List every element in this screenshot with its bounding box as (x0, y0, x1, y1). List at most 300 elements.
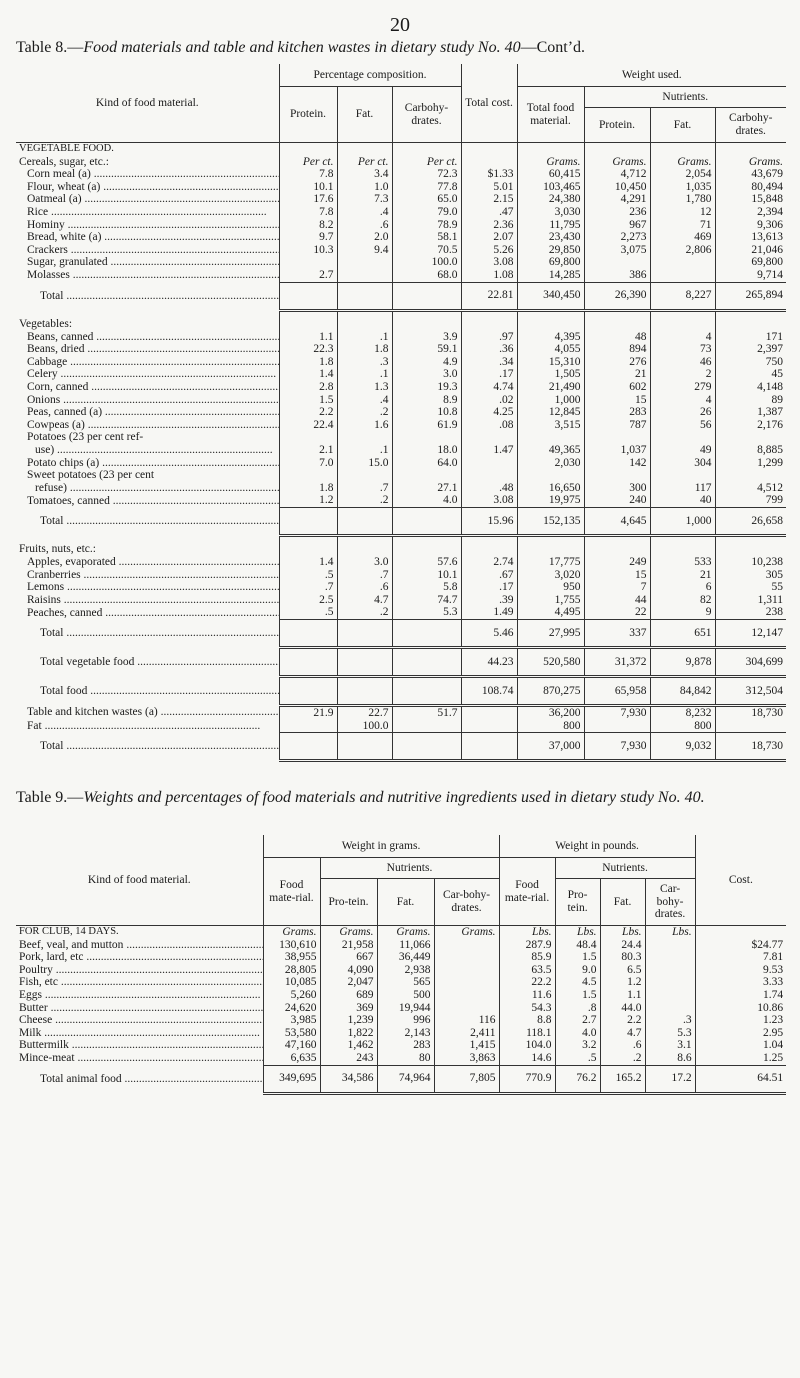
table-cell: 4,090 (320, 964, 377, 977)
table-cell: 60,415 (517, 168, 584, 181)
table-cell: 2,806 (650, 244, 715, 257)
row-label-text: FOR CLUB, 14 DAYS. (19, 926, 119, 937)
table-cell: 6 (650, 581, 715, 594)
table-cell: 7.0 (279, 457, 337, 470)
total-row (16, 677, 786, 706)
table-row (16, 581, 786, 594)
table-cell: .47 (461, 206, 517, 219)
table-cell: 1.74 (695, 989, 786, 1002)
t8-header-total-food: Total food material. (517, 87, 584, 143)
row-label-text: Total food ..... (40, 685, 279, 697)
table-cell: 4.0 (555, 1027, 600, 1040)
row-label-text: Total ..... (40, 627, 279, 639)
table-cell (279, 648, 337, 677)
table-cell: 2.5 (279, 594, 337, 607)
table8-caption-label: Table 8.— (16, 39, 84, 56)
table-cell: 11,066 (377, 939, 434, 952)
table-cell: 7 (584, 581, 650, 594)
table-cell: 22.3 (279, 343, 337, 356)
table-cell: 4.25 (461, 406, 517, 419)
row-label-text: Raisins ..... (27, 594, 279, 606)
table-cell (337, 282, 392, 310)
t8-header-n-carbohydrates: Carbohy-drates. (715, 108, 786, 143)
table-row (16, 594, 786, 607)
row-label (16, 331, 279, 344)
row-label (16, 381, 279, 394)
table-cell: 47,160 (263, 1039, 320, 1052)
table-cell (279, 733, 337, 761)
table-cell: 108.74 (461, 677, 517, 706)
table-cell: 85.9 (499, 951, 555, 964)
table-cell: 4,395 (517, 331, 584, 344)
t8-header-carbohydrates: Carbohy-drates. (392, 87, 461, 143)
row-label (16, 606, 279, 619)
table-cell: 750 (715, 356, 786, 369)
table-cell: 4,291 (584, 193, 650, 206)
t8-header-cost: Total cost. (461, 64, 517, 143)
row-label-text: Total ..... (40, 290, 279, 302)
row-label (16, 256, 279, 269)
table-cell (461, 143, 517, 156)
table9 (16, 835, 786, 1095)
row-label (16, 556, 279, 569)
table-cell (517, 143, 584, 156)
table-cell (715, 143, 786, 156)
table-cell (461, 720, 517, 733)
table-cell: 340,450 (517, 282, 584, 310)
table-cell: 100.0 (337, 720, 392, 733)
table-cell (461, 733, 517, 761)
table-cell: 46 (650, 356, 715, 369)
table-cell: 236 (584, 206, 650, 219)
table-cell: 64.51 (695, 1065, 786, 1093)
table-cell: 265,894 (715, 282, 786, 310)
table-cell: 16,650 (517, 469, 584, 494)
table-cell: 8.6 (645, 1052, 695, 1065)
table-cell: 69,800 (715, 256, 786, 269)
table-cell (392, 720, 461, 733)
table-cell: 4.7 (337, 594, 392, 607)
table-cell (279, 256, 337, 269)
row-label-text-cont: use) ..... (27, 444, 273, 456)
row-label (16, 143, 279, 156)
t9-header-weight-pounds: Weight in pounds. (499, 835, 695, 858)
table-cell: 76.2 (555, 1065, 600, 1093)
table-cell: 117 (650, 469, 715, 494)
table-cell: 28,805 (263, 964, 320, 977)
table-cell: 3.33 (695, 976, 786, 989)
table-cell: 996 (377, 1014, 434, 1027)
table-cell: 10,450 (584, 181, 650, 194)
table-row (16, 181, 786, 194)
table-row (16, 394, 786, 407)
table-cell: 71 (650, 219, 715, 232)
table-cell: 9.4 (337, 244, 392, 257)
table-cell: 59.1 (392, 343, 461, 356)
table-cell: 4,512 (715, 469, 786, 494)
page-number: 20 (390, 14, 410, 36)
row-label (16, 368, 279, 381)
table-row (16, 343, 786, 356)
table-cell (584, 720, 650, 733)
table-row (16, 1039, 786, 1052)
table-cell: 19,975 (517, 494, 584, 507)
row-label-text: Onions ..... (27, 394, 279, 406)
table-cell: .08 (461, 419, 517, 432)
row-label (16, 581, 279, 594)
table-cell: 533 (650, 556, 715, 569)
row-label (16, 594, 279, 607)
table-cell (392, 143, 461, 156)
row-label (16, 193, 279, 206)
table-cell (517, 535, 584, 556)
table-cell: 4.5 (555, 976, 600, 989)
table-cell: 31,372 (584, 648, 650, 677)
table-cell: 651 (650, 620, 715, 648)
table-cell: 1.0 (337, 181, 392, 194)
table-cell: 2.7 (279, 269, 337, 282)
row-label (16, 219, 279, 232)
table-cell: 1.1 (279, 331, 337, 344)
table-cell: 5.3 (392, 606, 461, 619)
table-cell: 58.1 (392, 231, 461, 244)
row-label-text: Potatoes (23 per cent ref- (27, 431, 144, 444)
table-cell: 2.2 (600, 1014, 645, 1027)
table-cell: 37,000 (517, 733, 584, 761)
table-cell: 3,075 (584, 244, 650, 257)
t9-header-carbo-grams: Car-bohy-drates. (434, 879, 499, 926)
table-cell: 8.2 (279, 219, 337, 232)
row-label-text: Rice ..... (27, 206, 267, 218)
table-row (16, 143, 786, 156)
table-cell: 500 (377, 989, 434, 1002)
table-row (16, 431, 786, 456)
table8-caption (16, 38, 786, 57)
t9-header-weight-grams: Weight in grams. (263, 835, 499, 858)
table-cell: 36,200 (517, 706, 584, 720)
table-cell: 1,035 (650, 181, 715, 194)
table-cell: 1.5 (555, 989, 600, 1002)
table-cell (650, 535, 715, 556)
table-cell: 74.7 (392, 594, 461, 607)
table-cell: .2 (600, 1052, 645, 1065)
table-cell: 104.0 (499, 1039, 555, 1052)
t8-header-kind: Kind of food material. (16, 64, 279, 143)
table-cell (392, 310, 461, 331)
table8-body (16, 143, 786, 761)
table-cell: 7,930 (584, 733, 650, 761)
table-cell: 2,054 (650, 168, 715, 181)
table-cell: 770.9 (499, 1065, 555, 1093)
table-row (16, 244, 786, 257)
table9-caption-title: Weights and percentages of food materials and nutritive ingredients used in dietary study No. 40. (83, 789, 705, 806)
table-cell: 24,380 (517, 193, 584, 206)
table-cell (434, 976, 499, 989)
table-cell: 9,714 (715, 269, 786, 282)
total-row (16, 648, 786, 677)
table-cell: 1.3 (337, 381, 392, 394)
table-row (16, 156, 786, 169)
table-cell: 1.8 (279, 356, 337, 369)
table-row (16, 976, 786, 989)
table-cell: 894 (584, 343, 650, 356)
t9-header-kind: Kind of food material. (16, 835, 263, 926)
row-label-text: Beans, dried ..... (27, 343, 279, 355)
table-cell: 69,800 (517, 256, 584, 269)
table-cell: .1 (337, 431, 392, 456)
table-cell: 7.81 (695, 951, 786, 964)
table-cell: .1 (337, 331, 392, 344)
row-label (16, 535, 279, 556)
row-label-text: Apples, evaporated ..... (27, 556, 279, 568)
table-cell: 1,311 (715, 594, 786, 607)
table-cell (645, 964, 695, 977)
table-cell: 22.2 (499, 976, 555, 989)
table-cell: 152,135 (517, 507, 584, 535)
table-cell: Per ct. (337, 156, 392, 169)
table-cell: 1.23 (695, 1014, 786, 1027)
table-cell: 15 (584, 569, 650, 582)
table-cell: 15,848 (715, 193, 786, 206)
table-cell: 2,397 (715, 343, 786, 356)
table-cell: 24.4 (600, 939, 645, 952)
table-cell: 118.1 (499, 1027, 555, 1040)
table-cell: 26,658 (715, 507, 786, 535)
table-cell: 38,955 (263, 951, 320, 964)
row-label (16, 964, 263, 977)
table-cell: 7.8 (279, 168, 337, 181)
table-cell: 29,850 (517, 244, 584, 257)
table9-body (16, 926, 786, 1094)
table-cell: .2 (337, 494, 392, 507)
table-cell: 1.4 (279, 368, 337, 381)
table-cell: 21 (584, 368, 650, 381)
table-cell: 1.1 (600, 989, 645, 1002)
total-row (16, 282, 786, 310)
table-cell (645, 976, 695, 989)
table-cell (715, 535, 786, 556)
t9-header-fat-pounds: Fat. (600, 879, 645, 926)
table-cell (645, 951, 695, 964)
row-label-text: Potato chips (a) ..... (27, 457, 279, 469)
table-cell (392, 282, 461, 310)
table-cell: .48 (461, 469, 517, 494)
t9-header-nutrients-grams: Nutrients. (320, 858, 499, 879)
table-cell: 17.6 (279, 193, 337, 206)
row-label-text-cont: refuse) ..... (27, 482, 279, 494)
table8-caption-tail: —Cont’d. (520, 39, 586, 56)
table-cell (392, 535, 461, 556)
total-row (16, 1065, 786, 1093)
table-cell: 21,046 (715, 244, 786, 257)
table-cell: .7 (337, 469, 392, 494)
table-cell: 1,387 (715, 406, 786, 419)
table-cell: 2.95 (695, 1027, 786, 1040)
table-row (16, 206, 786, 219)
table-cell: 1.2 (600, 976, 645, 989)
table-cell: .5 (279, 569, 337, 582)
row-label (16, 706, 279, 720)
table-cell: 17.2 (645, 1065, 695, 1093)
table-cell: 800 (517, 720, 584, 733)
table-cell (279, 310, 337, 331)
row-label (16, 951, 263, 964)
table-cell: 1.6 (337, 419, 392, 432)
table-cell: 17,775 (517, 556, 584, 569)
table-cell: 54.3 (499, 1002, 555, 1015)
table-cell: .97 (461, 331, 517, 344)
row-label-text: Flour, wheat (a) ..... (27, 181, 279, 193)
t9-header-food-grams: Food mate-rial. (263, 858, 320, 926)
table-cell (461, 706, 517, 720)
table-cell: 1,000 (650, 507, 715, 535)
table-cell: 63.5 (499, 964, 555, 977)
table-row (16, 231, 786, 244)
row-label-text: Beans, canned ..... (27, 331, 279, 343)
table-cell: 520,580 (517, 648, 584, 677)
table-cell: 19,944 (377, 1002, 434, 1015)
row-label-text: Molasses ..... (27, 269, 279, 281)
table-cell: Lbs. (600, 926, 645, 939)
table-cell: 100.0 (392, 256, 461, 269)
table-cell: .1 (337, 368, 392, 381)
table-cell: 14,285 (517, 269, 584, 282)
table-cell: 14.6 (499, 1052, 555, 1065)
table-cell: 3.0 (337, 556, 392, 569)
table-cell: 4 (650, 331, 715, 344)
table-cell (461, 310, 517, 331)
table-cell: 27,995 (517, 620, 584, 648)
table-cell: 65,958 (584, 677, 650, 706)
table-cell: 15.96 (461, 507, 517, 535)
table-cell: 8,885 (715, 431, 786, 456)
row-label-text: Cheese ..... (19, 1014, 263, 1026)
row-label (16, 168, 279, 181)
table-cell: 4.0 (392, 494, 461, 507)
table-cell: 3.2 (555, 1039, 600, 1052)
table-cell: .34 (461, 356, 517, 369)
row-label-text: Oatmeal (a) ..... (27, 193, 279, 205)
table-cell: 11.6 (499, 989, 555, 1002)
row-label (16, 343, 279, 356)
table-cell: Per ct. (392, 156, 461, 169)
table-cell: 49 (650, 431, 715, 456)
table-cell: 3.0 (392, 368, 461, 381)
row-label (16, 733, 279, 761)
table-cell: 304 (650, 457, 715, 470)
row-label-text: Corn meal (a) ..... (27, 168, 279, 180)
table-cell: 130,610 (263, 939, 320, 952)
table-cell: .6 (337, 219, 392, 232)
table-cell: 15.0 (337, 457, 392, 470)
table-cell: 165.2 (600, 1065, 645, 1093)
table-row (16, 926, 786, 939)
table-row (16, 1027, 786, 1040)
table-cell: .67 (461, 569, 517, 582)
row-label-text: Corn, canned ..... (27, 381, 279, 393)
table-cell: 55 (715, 581, 786, 594)
row-label-text: Table and kitchen wastes (a) ..... (27, 706, 279, 718)
row-label-text: Total vegetable food ..... (40, 656, 279, 668)
table-row (16, 193, 786, 206)
table-row (16, 419, 786, 432)
table-cell: 82 (650, 594, 715, 607)
row-label (16, 926, 263, 939)
table-cell: 51.7 (392, 706, 461, 720)
table-cell: 18.0 (392, 431, 461, 456)
table-row (16, 720, 786, 733)
table-cell: 870,275 (517, 677, 584, 706)
table-cell: 10.1 (279, 181, 337, 194)
row-label-text: Tomatoes, canned ..... (27, 495, 279, 507)
table-cell: 10,238 (715, 556, 786, 569)
table-cell: 4.74 (461, 381, 517, 394)
table-cell (434, 989, 499, 1002)
row-label-text: Cereals, sugar, etc.: (19, 155, 109, 168)
row-label (16, 457, 279, 470)
table-cell: 9,878 (650, 648, 715, 677)
table-cell: 800 (650, 720, 715, 733)
table-cell: 9,306 (715, 219, 786, 232)
table-cell: 7.3 (337, 193, 392, 206)
table-cell: Grams. (584, 156, 650, 169)
table-cell: .3 (337, 356, 392, 369)
table-cell: 21 (650, 569, 715, 582)
table-cell: 22.4 (279, 419, 337, 432)
table-cell: 1,299 (715, 457, 786, 470)
table-cell (392, 677, 461, 706)
row-label (16, 720, 279, 733)
table-cell: 1,462 (320, 1039, 377, 1052)
t8-header-percentage: Percentage composition. (279, 64, 461, 87)
table-cell: Per ct. (279, 156, 337, 169)
row-label (16, 1039, 263, 1052)
table-cell: 2,047 (320, 976, 377, 989)
table-cell: 369 (320, 1002, 377, 1015)
table-cell (650, 143, 715, 156)
table-cell: 1.04 (695, 1039, 786, 1052)
table-cell: 6.5 (600, 964, 645, 977)
table-cell: 10,085 (263, 976, 320, 989)
table-cell: 142 (584, 457, 650, 470)
table-row (16, 469, 786, 494)
table-row (16, 310, 786, 331)
table-cell: 9.0 (555, 964, 600, 977)
table-cell (337, 143, 392, 156)
table-cell: 1.5 (279, 394, 337, 407)
table-cell: 15 (584, 394, 650, 407)
table-cell (337, 310, 392, 331)
table-cell: 2.8 (279, 381, 337, 394)
table-cell (392, 620, 461, 648)
table-cell: 386 (584, 269, 650, 282)
t8-header-fat: Fat. (337, 87, 392, 143)
table-cell: 243 (320, 1052, 377, 1065)
table-cell (461, 156, 517, 169)
table-cell: 65.0 (392, 193, 461, 206)
table-cell: 18,730 (715, 733, 786, 761)
table-cell (279, 507, 337, 535)
table-cell: Grams. (263, 926, 320, 939)
table-cell: 2,176 (715, 419, 786, 432)
table-cell: 1.08 (461, 269, 517, 282)
row-label-text: Bread, white (a) ..... (27, 231, 279, 243)
table-row (16, 269, 786, 282)
table-cell: 5.46 (461, 620, 517, 648)
table-cell: 3,863 (434, 1052, 499, 1065)
table-cell (645, 989, 695, 1002)
row-label (16, 231, 279, 244)
